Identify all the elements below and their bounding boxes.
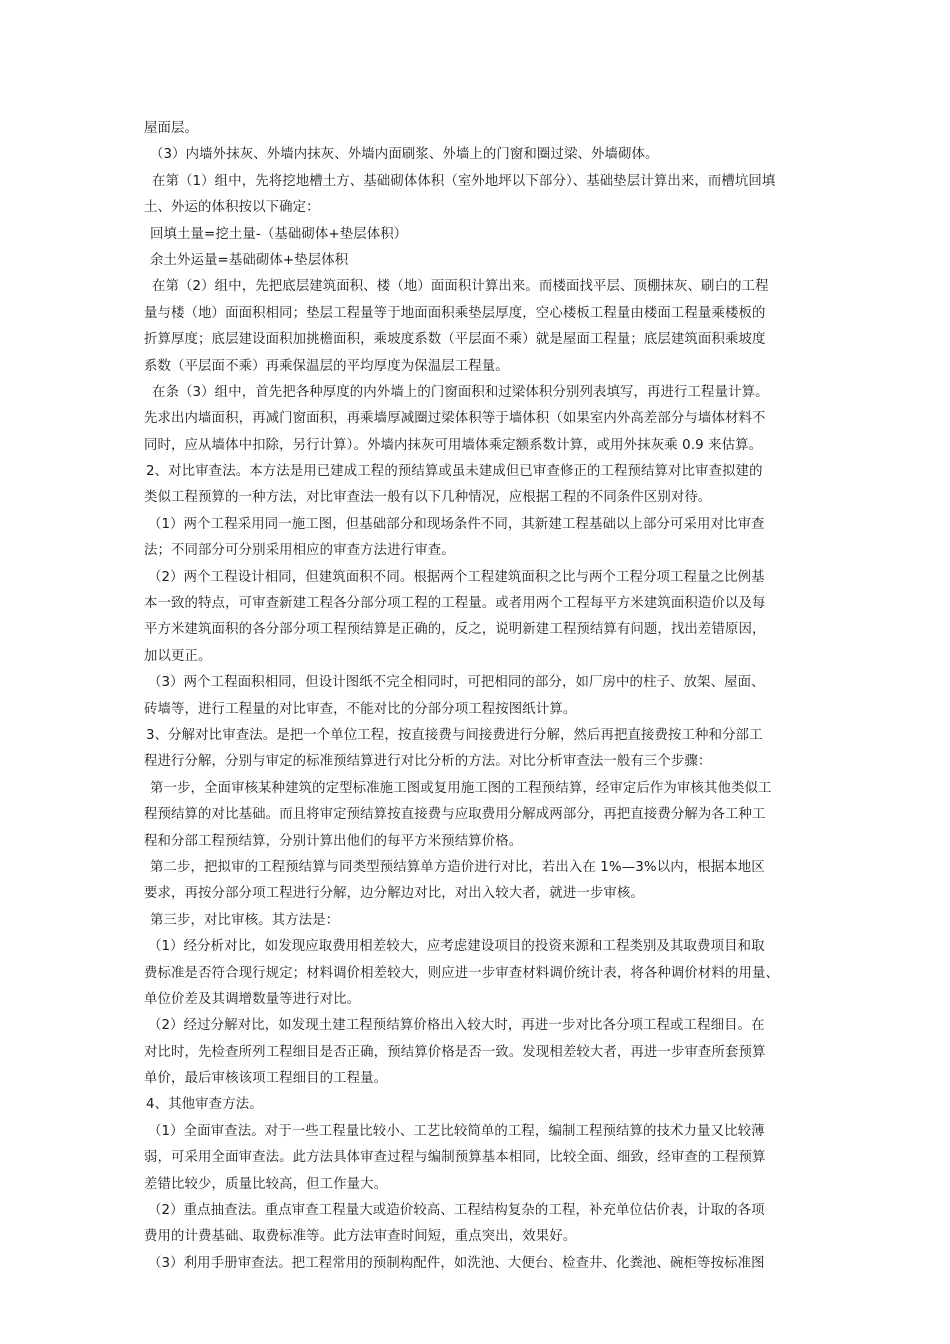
text-line: 回填土量=挖土量-（基础砌体+垫层体积） — [150, 226, 408, 242]
text-line: 单位价差及其调增数量等进行对比。 — [144, 991, 361, 1007]
text-line: 第三步，对比审核。其方法是： — [150, 912, 340, 928]
text-line: （1）经分析对比，如发现应取费用相差较大，应考虑建设项目的投资来源和工程类别及其取费项目和取 — [148, 939, 765, 955]
text-line: （2）经过分解对比，如发现土建工程预结算价格出入较大时，再进一步对比各分项工程或工程细目。在 — [148, 1018, 765, 1034]
text-line: 要求，再按分部分项工程进行分解，边分解边对比，对出入较大者，就进一步审核。 — [144, 886, 644, 902]
text-line: （3）利用手册审查法。把工程常用的预制构配件，如洗池、大便台、检查井、化粪池、碗柜等按标准图 — [148, 1255, 765, 1271]
text-line: （1）两个工程采用同一施工图，但基础部分和现场条件不同，其新建工程基础以上部分可采用对比审查 — [148, 516, 765, 532]
text-line: （1）全面审查法。对于一些工程量比较小、工艺比较简单的工程，编制工程预结算的技术力量又比较薄 — [148, 1123, 765, 1139]
text-line: 在第（2）组中，先把底层建筑面积、楼（地）面面积计算出来。而楼面找平层、顶棚抹灰、刷白的工程 — [152, 279, 769, 295]
text-line: 单价，最后审核该项工程细目的工程量。 — [144, 1071, 388, 1087]
text-line: 土、外运的体积按以下确定： — [144, 200, 320, 216]
text-line: 先求出内墙面积，再减门窗面积，再乘墙厚减圈过梁体积等于墙体积（如果室内外高差部分与墙体材料不 — [144, 411, 766, 427]
text-line: 在第（1）组中，先将挖地槽土方、基础砌体体积（室外地坪以下部分）、基础垫层计算出来，而槽坑回填 — [152, 173, 776, 189]
text-line: 第一步，全面审核某种建筑的定型标准施工图或复用施工图的工程预结算，经审定后作为审核其他类似工 — [150, 780, 772, 796]
text-line: 差错比较少，质量比较高，但工作量大。 — [144, 1176, 388, 1192]
text-line: 砖墙等，进行工程量的对比审查，不能对比的分部分项工程按图纸计算。 — [144, 701, 577, 717]
text-line: 第二步，把拟审的工程预结算与同类型预结算单方造价进行对比，若出入在 1%—3%以内，根据本地区 — [150, 859, 765, 875]
text-line: 对比时，先检查所列工程细目是否正确，预结算价格是否一致。发现相差较大者，再进一步审查所套预算 — [144, 1044, 766, 1060]
text-line: 同时，应从墙体中扣除，另行计算）。外墙内抹灰可用墙体乘定额系数计算，或用外抹灰乘 0.9 来估算。 — [144, 437, 763, 453]
text-line: 余土外运量=基础砌体+垫层体积 — [150, 252, 349, 268]
text-line: 程和分部工程预结算，分别计算出他们的每平方米预结算价格。 — [144, 833, 523, 849]
text-line: （3）两个工程面积相同，但设计图纸不完全相同时，可把相同的部分，如厂房中的柱子、放架、屋面、 — [148, 675, 765, 691]
text-line: 法；不同部分可分别采用相应的审查方法进行审查。 — [144, 543, 455, 559]
text-line: 程预结算的对比基础。而且将审定预结算按直接费与应取费用分解成两部分，再把直接费分解为各工种工 — [144, 807, 766, 823]
text-line: （2）两个工程设计相同，但建筑面积不同。根据两个工程建筑面积之比与两个工程分项工程量之比例基 — [148, 569, 765, 585]
text-line: 弱，可采用全面审查法。此方法具体审查过程与编制预算基本相同，比较全面、细致，经审查的工程预算 — [144, 1150, 766, 1166]
text-line: 折算厚度；底层建设面积加挑檐面积，乘坡度系数（平层面不乘）就是屋面工程量；底层建筑面积乘坡度 — [144, 332, 766, 348]
text-line: 在条（3）组中，首先把各种厚度的内外墙上的门窗面积和过梁体积分别列表填写，再进行工程量计算。 — [152, 384, 769, 400]
text-line: 费标准是否符合现行规定；材料调价相差较大，则应进一步审查材料调价统计表，将各种调价材料的用量、 — [144, 965, 779, 981]
text-line: 程进行分解，分别与审定的标准预结算进行对比分析的方法。对比分析审查法一般有三个步骤： — [144, 754, 712, 770]
text-line: 类似工程预算的一种方法，对比审查法一般有以下几种情况，应根据工程的不同条件区别对待。 — [144, 490, 712, 506]
text-line: 加以更正。 — [144, 648, 212, 664]
text-line: 屋面层。 — [144, 121, 199, 136]
text-line: （3）内墙外抹灰、外墙内抹灰、外墙内面刷浆、外墙上的门窗和圈过梁、外墙砌体。 — [150, 147, 659, 163]
text-line: 平方米建筑面积的各分部分项工程预结算是正确的，反之，说明新建工程预结算有问题，找出差错原因， — [144, 622, 766, 638]
text-line: 本一致的特点，可审查新建工程各分部分项工程的工程量。或者用两个工程每平方米建筑面积造价以及每 — [144, 596, 766, 612]
text-line: 系数（平层面不乘）再乘保温层的平均厚度为保温层工程量。 — [144, 358, 509, 374]
text-line: 3、分解对比审查法。是把一个单位工程，按直接费与间接费进行分解，然后再把直接费按工种和分部工 — [146, 727, 763, 743]
text-line: 2、对比审查法。本方法是用已建成工程的预结算或虽未建成但已审查修正的工程预结算对比审查拟建的 — [146, 464, 763, 480]
text-line: 费用的计费基础、取费标准等。此方法审查时间短，重点突出，效果好。 — [144, 1229, 577, 1245]
text-line: 4、其他审查方法。 — [146, 1097, 263, 1113]
document-body — [144, 116, 812, 1277]
text-line: （2）重点抽查法。重点审查工程量大或造价较高、工程结构复杂的工程，补充单位估价表，计取的各项 — [148, 1203, 765, 1219]
text-line: 量与楼（地）面面积相同；垫层工程量等于地面面积乘垫层厚度，空心楼板工程量由楼面工程量乘楼板的 — [144, 305, 766, 321]
